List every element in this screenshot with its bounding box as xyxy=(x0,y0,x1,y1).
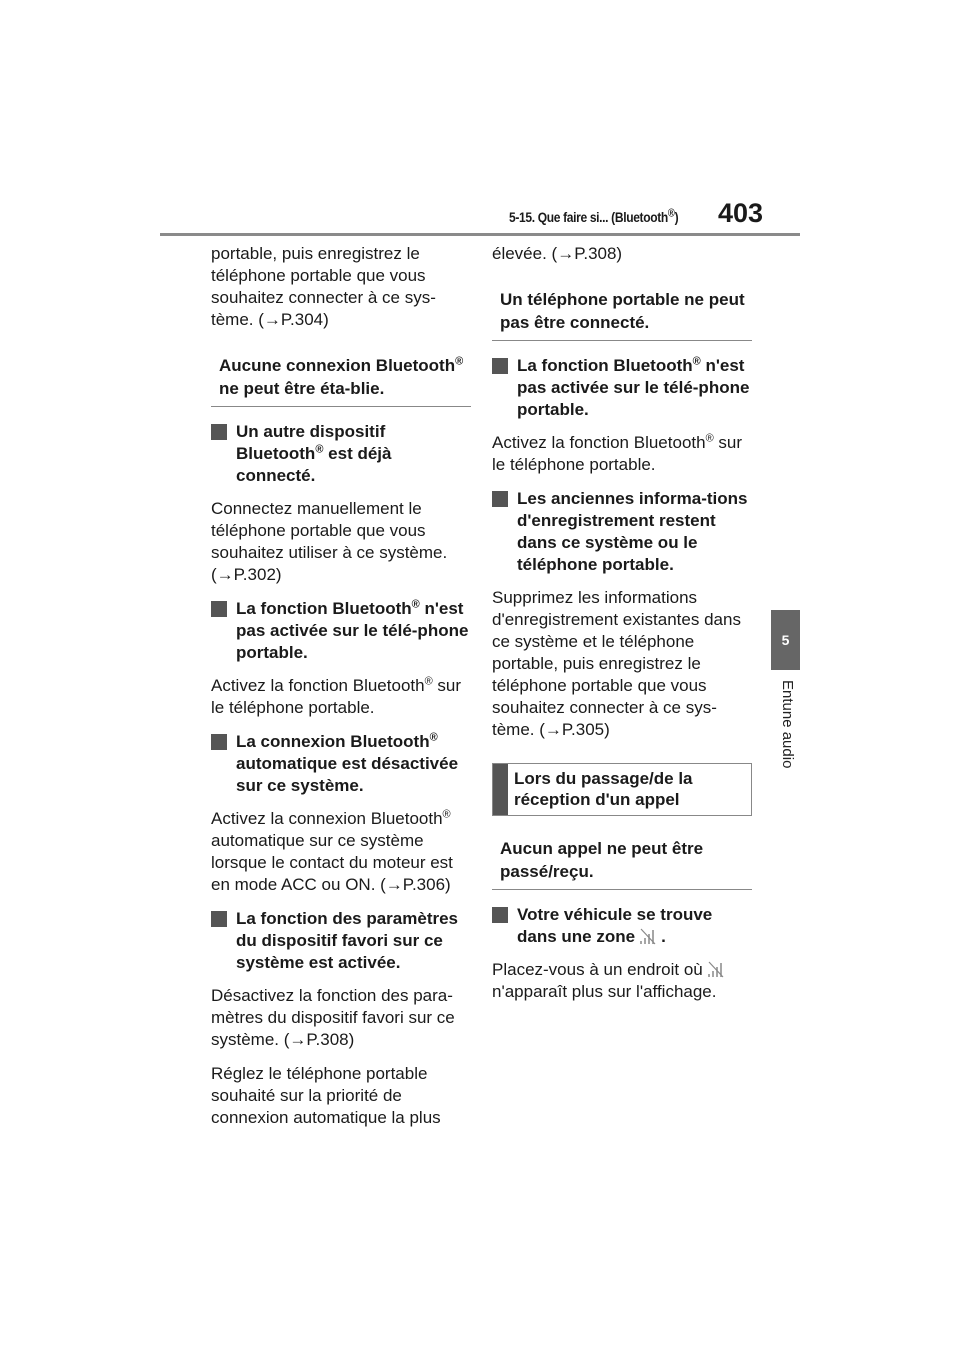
chapter-label: Entune audio xyxy=(779,680,796,769)
bullet-square-icon xyxy=(211,911,227,927)
paragraph: portable, puis enregistrez le téléphone portable que vous souhaitez connecter à ce sys-tème. (→P.304) xyxy=(211,244,436,329)
banner-title: Lors du passage/de la réception d'un appel xyxy=(513,769,693,809)
paragraph: élevée. (→P.308) xyxy=(492,244,623,263)
header-divider xyxy=(160,233,800,236)
page-number: 403 xyxy=(718,198,764,228)
right-column xyxy=(492,243,752,1015)
paragraph: Activez la connexion Bluetooth® automatique sur ce système lorsque le contact du moteur est en mode ACC ou ON. (→P.306) xyxy=(211,808,453,894)
bullet-square-icon xyxy=(211,601,227,617)
box-heading: Aucune connexion Bluetooth® ne peut être éta-blie. xyxy=(211,351,471,407)
bullet-square-icon xyxy=(211,734,227,750)
paragraph: Supprimez les informations d'enregistrement existantes dans ce système et le téléphone portable, puis enregistrez le téléphone portable que vous souhaitez connecter à ce sys-tème. (→P.305) xyxy=(492,588,741,739)
paragraph: Placez-vous à un endroit où n'apparaît plus sur l'affichage. xyxy=(492,959,752,1003)
box-heading: Aucun appel ne peut être passé/reçu. xyxy=(492,834,752,890)
subheading: Les anciennes informa-tions d'enregistrement restent dans ce système ou le téléphone portable. xyxy=(492,488,752,576)
subheading: La fonction Bluetooth® n'est pas activée sur le télé-phone portable. xyxy=(211,598,471,664)
paragraph: Réglez le téléphone portable souhaité sur la priorité de connexion automatique la plus xyxy=(211,1064,441,1127)
bullet-square-icon xyxy=(492,907,508,923)
subheading: Un autre dispositif Bluetooth® est déjà connecté. xyxy=(211,421,471,487)
paragraph: Activez la fonction Bluetooth® sur le téléphone portable. xyxy=(492,432,743,474)
bullet-square-icon xyxy=(492,358,508,374)
box-heading: Un téléphone portable ne peut pas être connecté. xyxy=(492,285,752,341)
subheading: La fonction des paramètres du dispositif favori sur ce système est activée. xyxy=(211,908,471,974)
left-column xyxy=(211,243,471,1141)
bullet-square-icon xyxy=(211,424,227,440)
running-header: 5-15. Que faire si... (Bluetooth®) xyxy=(509,207,679,225)
subheading: Votre véhicule se trouve dans une zone . xyxy=(492,904,752,948)
subheading: La connexion Bluetooth® automatique est désactivée sur ce système. xyxy=(211,731,471,797)
no-signal-icon xyxy=(707,959,725,979)
paragraph: Désactivez la fonction des para-mètres du dispositif favori sur ce système. (→P.308) xyxy=(211,986,455,1049)
bullet-square-icon xyxy=(492,491,508,507)
paragraph: Activez la fonction Bluetooth® sur le téléphone portable. xyxy=(211,675,462,717)
section-banner xyxy=(492,763,752,816)
no-signal-icon xyxy=(639,926,657,946)
subheading: La fonction Bluetooth® n'est pas activée sur le télé-phone portable. xyxy=(492,355,752,421)
paragraph: Connectez manuellement le téléphone portable que vous souhaitez utiliser à ce système. (→P.302) xyxy=(211,499,448,584)
banner-bar xyxy=(493,764,508,815)
chapter-tab: 5 xyxy=(771,610,800,670)
